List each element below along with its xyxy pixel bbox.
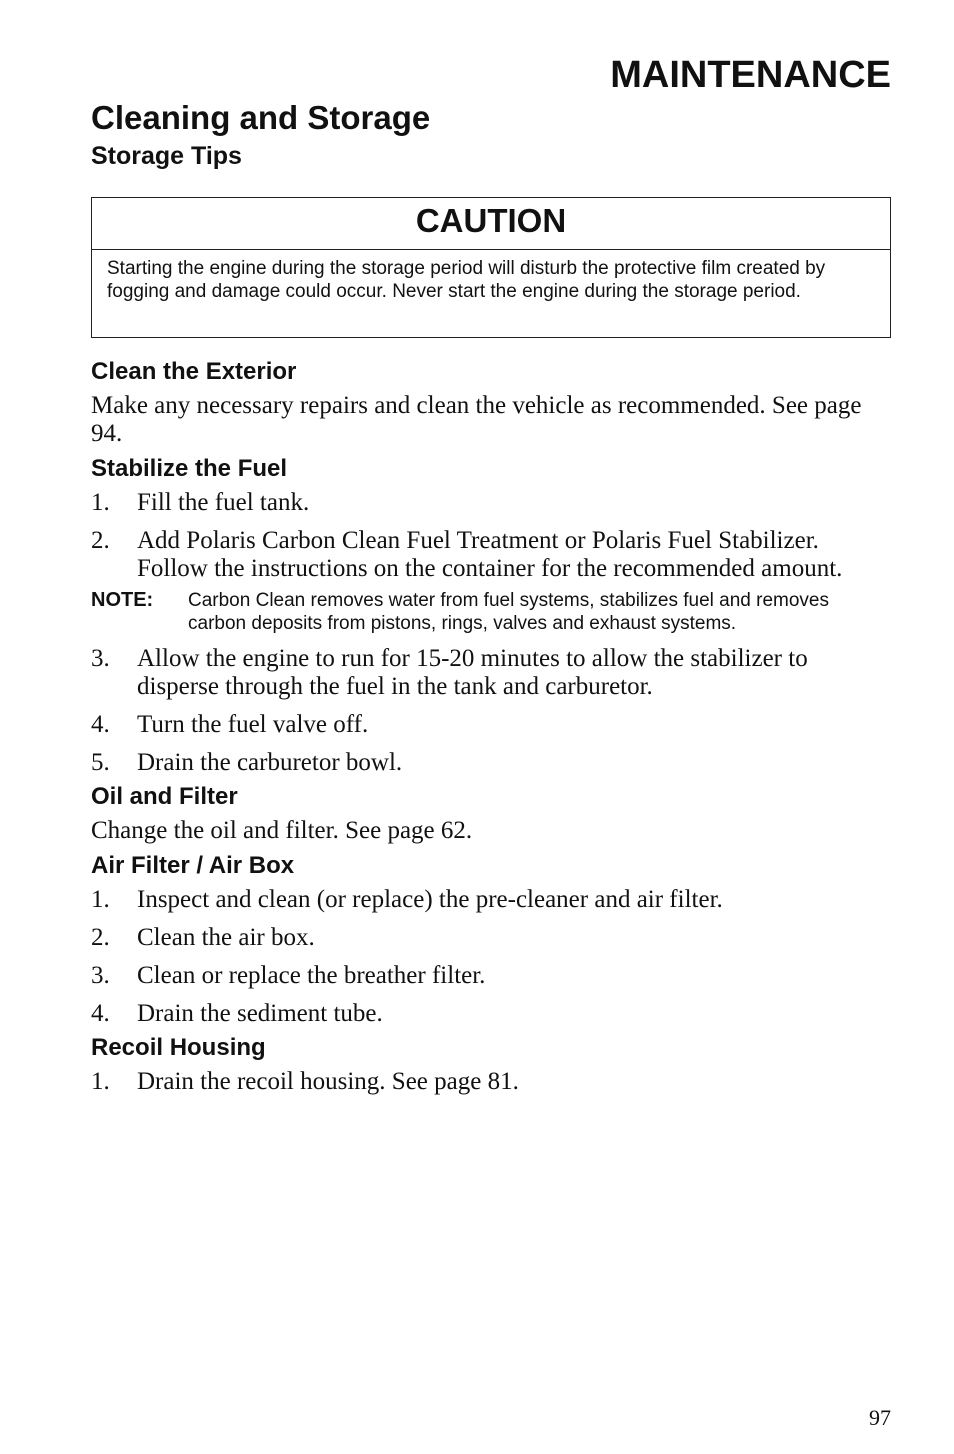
step-text: Clean the air box.	[137, 924, 315, 951]
section-title: Cleaning and Storage	[91, 99, 431, 136]
step-text: Drain the recoil housing. See page 81.	[137, 1068, 519, 1095]
list-item	[91, 886, 891, 914]
step-number: 1.	[91, 1068, 110, 1095]
list-item	[91, 1068, 891, 1096]
list-item	[91, 489, 891, 517]
heading-air-filter: Air Filter / Air Box	[91, 852, 295, 879]
heading-oil-filter: Oil and Filter	[91, 783, 238, 810]
step-text: Turn the fuel valve off.	[137, 711, 369, 738]
step-text: Allow the engine to run for 15-20 minutes to allow the stabilizer to disperse through the fuel in the tank and carburetor.	[137, 645, 808, 700]
list-item	[91, 711, 891, 739]
stabilize-fuel-steps-b	[91, 645, 891, 777]
air-filter-steps	[91, 886, 891, 1028]
heading-stabilize-fuel: Stabilize the Fuel	[91, 455, 288, 482]
page-number: 97	[869, 1405, 891, 1430]
note-label: NOTE:	[91, 589, 154, 611]
content-flow	[91, 356, 891, 1106]
heading-recoil-housing: Recoil Housing	[91, 1034, 266, 1061]
step-number: 1.	[91, 886, 110, 913]
list-item	[91, 962, 891, 990]
step-number: 3.	[91, 962, 110, 989]
step-number: 5.	[91, 749, 110, 776]
step-text: Drain the sediment tube.	[137, 1000, 383, 1027]
step-number: 2.	[91, 527, 110, 554]
caution-text: Starting the engine during the storage period will disturb the protective film created by fogging and damage could occur. Never start the engine during the storage period.	[107, 258, 826, 302]
note-text: Carbon Clean removes water from fuel systems, stabilizes fuel and removes carbon deposits from pistons, rings, valves and exhaust systems.	[188, 590, 829, 634]
subsection-title: Storage Tips	[91, 142, 242, 170]
step-text: Fill the fuel tank.	[137, 489, 310, 516]
heading-clean-exterior: Clean the Exterior	[91, 358, 297, 385]
list-item	[91, 645, 891, 701]
step-number: 4.	[91, 711, 110, 738]
list-item	[91, 749, 891, 777]
oil-filter-text: Change the oil and filter. See page 62.	[91, 817, 473, 844]
step-text: Add Polaris Carbon Clean Fuel Treatment or Polaris Fuel Stabilizer. Follow the instructions on the container for the recommended amount.	[137, 527, 843, 582]
note-block	[91, 589, 891, 635]
caution-box	[91, 197, 891, 338]
step-text: Drain the carburetor bowl.	[137, 749, 403, 776]
list-item	[91, 1000, 891, 1028]
list-item	[91, 924, 891, 952]
caution-title: CAUTION	[92, 198, 890, 250]
recoil-steps	[91, 1068, 891, 1096]
clean-exterior-text: Make any necessary repairs and clean the vehicle as recommended. See page 94.	[91, 392, 862, 447]
step-number: 4.	[91, 1000, 110, 1027]
step-number: 3.	[91, 645, 110, 672]
step-number: 1.	[91, 489, 110, 516]
stabilize-fuel-steps-a	[91, 489, 891, 583]
chapter-title: MAINTENANCE	[610, 54, 891, 96]
step-text: Clean or replace the breather filter.	[137, 962, 486, 989]
list-item	[91, 527, 891, 583]
step-text: Inspect and clean (or replace) the pre-cleaner and air filter.	[137, 886, 723, 913]
step-number: 2.	[91, 924, 110, 951]
